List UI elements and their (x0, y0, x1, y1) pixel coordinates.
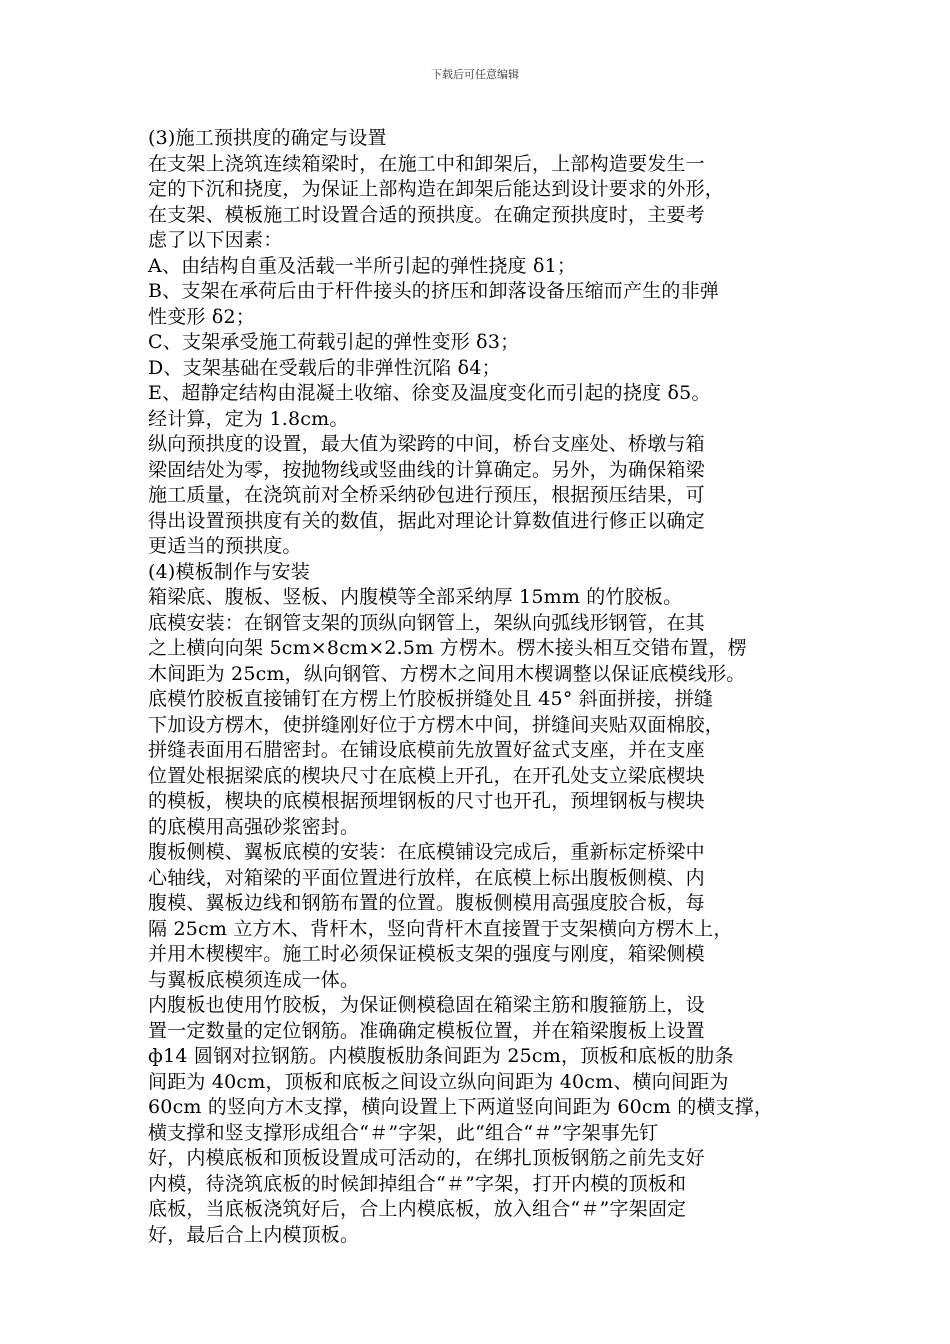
text-line: 梁固结处为零，按抛物线或竖曲线的计算确定。另外，为确保箱梁 (148, 458, 705, 481)
text-line: E、超静定结构由混凝土收缩、徐变及温度变化而引起的挠度 δ5。 (148, 382, 711, 404)
text-line: (4)模板制作与安装 (148, 560, 310, 583)
text-line: 的底模用高强砂浆密封。 (148, 815, 360, 838)
text-line: 纵向预拱度的设置，最大值为梁跨的中间，桥台支座处、桥墩与箱 (148, 433, 705, 455)
text-line: D、支架基础在受载后的非弹性沉陷 δ4； (148, 356, 501, 379)
text-line: 木间距为 25cm，纵向钢管、方楞木之间用木楔调整以保证底模线形。 (148, 662, 746, 685)
text-line: 定的下沉和挠度，为保证上部构造在卸架后能达到设计要求的外形， (148, 178, 725, 200)
text-line: 的模板，楔块的底模根据预埋钢板的尺寸也开孔，预埋钢板与楔块 (148, 790, 705, 812)
text-line: 在支架上浇筑连续箱梁时，在施工中和卸架后，上部构造要发生一 (148, 152, 705, 175)
text-line: 底模竹胶板直接铺钉在方楞上竹胶板拼缝处且 45° 斜面拼接，拼缝 (148, 688, 714, 710)
text-line: 横支撑和竖支撑形成组合“＃”字架，此“组合“＃”字架事先钉 (148, 1121, 659, 1144)
text-line: 好，最后合上内模顶板。 (148, 1223, 360, 1246)
text-line: 腹板侧模、翼板底模的安装：在底模铺设完成后，重新标定桥梁中 (148, 841, 705, 863)
text-line: 心轴线，对箱梁的平面位置进行放样，在底模上标出腹板侧模、内 (148, 866, 705, 889)
text-line: 之上横向向架 5cm×8cm×2.5m 方楞木。楞木接头相互交错布置，楞 (148, 637, 747, 659)
text-line: 拼缝表面用石腊密封。在铺设底模前先放置好盆式支座，并在支座 (148, 739, 705, 761)
text-line: 与翼板底模须连成一体。 (148, 968, 360, 991)
text-line: B、支架在承荷后由于杆件接头的挤压和卸落设备压缩而产生的非弹 (148, 280, 719, 302)
text-line: ф14 圆钢对拉钢筋。内模腹板肋条间距为 25cm，顶板和底板的肋条 (148, 1045, 734, 1067)
text-line: 箱梁底、腹板、竖板、内腹模等全部采纳厚 15mm 的竹胶板。 (148, 586, 683, 608)
text-line: 并用木楔楔牢。施工时必须保证模板支架的强度与刚度，箱梁侧模 (148, 943, 705, 965)
text-line: 施工质量，在浇筑前对全桥采纳砂包进行预压，根据预压结果，可 (148, 484, 705, 506)
page-header-note: 下载后可任意编辑 (431, 68, 519, 81)
text-line: 底板，当底板浇筑好后，合上内模底板，放入组合“＃”字架固定 (148, 1198, 687, 1220)
text-line: 虑了以下因素： (148, 229, 283, 251)
document-body (148, 126, 828, 1248)
text-line: (3)施工预拱度的确定与设置 (148, 127, 387, 149)
text-line: 好，内模底板和顶板设置成可活动的，在绑扎顶板钢筋之前先支好 (148, 1147, 705, 1169)
text-line: C、支架承受施工荷载引起的弹性变形 δ3； (148, 331, 520, 353)
text-line: 腹模、翼板边线和钢筋布置的位置。腹板侧模用高强度胶合板，每 (148, 892, 705, 914)
text-line: 置一定数量的定位钢筋。准确确定模板位置，并在箱梁腹板上设置 (148, 1019, 705, 1042)
text-line: 更适当的预拱度。 (148, 535, 302, 557)
text-line: 内腹板也使用竹胶板，为保证侧模稳固在箱梁主筋和腹箍筋上，设 (148, 994, 705, 1016)
text-line: 在支架、模板施工时设置合适的预拱度。在确定预拱度时，主要考 (148, 203, 705, 226)
text-line: 得出设置预拱度有关的数值，据此对理论计算数值进行修正以确定 (148, 509, 705, 532)
text-line: 下加设方楞木，使拼缝刚好位于方楞木中间，拼缝间夹贴双面棉胶， (148, 713, 725, 736)
text-line: 60cm 的竖向方木支撑，横向设置上下两道竖向间距为 60cm 的横支撑， (148, 1096, 774, 1118)
text-line: 隔 25cm 立方木、背杆木，竖向背杆木直接置于支架横向方楞木上， (148, 917, 733, 940)
text-line: 位置处根据梁底的楔块尺寸在底模上开孔，在开孔处支立梁底楔块 (148, 764, 705, 787)
text-line: 内模，待浇筑底板的时候卸掉组合“＃”字架，打开内模的顶板和 (148, 1172, 687, 1195)
text-line: 性变形 δ2； (148, 305, 255, 328)
text-line: A、由结构自重及活载一半所引起的弹性挠度 δ1； (148, 254, 577, 277)
text-line: 经计算，定为 1.8cm。 (148, 407, 349, 430)
text-line: 间距为 40cm，顶板和底板之间设立纵向间距为 40cm、横向间距为 (148, 1070, 729, 1093)
text-line: 底模安装：在钢管支架的顶纵向钢管上，架纵向弧线形钢管，在其 (148, 611, 705, 634)
